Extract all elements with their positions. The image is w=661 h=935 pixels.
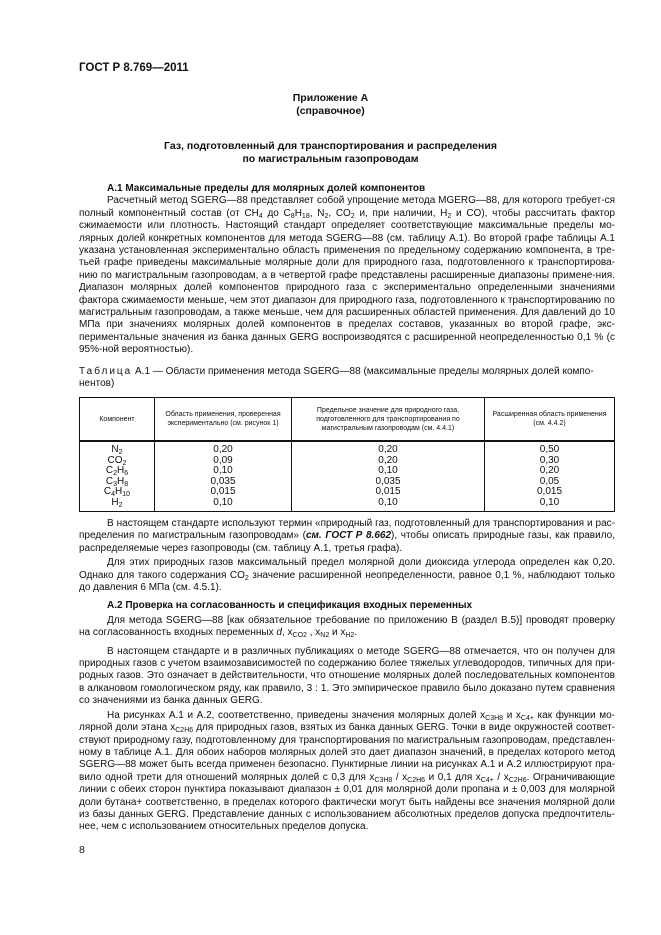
table-cell-extended: 0,50: [485, 441, 615, 456]
section-a1-heading: А.1 Максимальные пределы для молярных долей компонентов: [107, 183, 426, 194]
p1-sub: 2: [324, 212, 329, 220]
table-row: [80, 498, 615, 511]
p1-text-a: Расчетный метод SGERG—88 представляет собой упрощение метода MGERG—88, для которого требует-ся полный компонентный состав (от CH: [79, 195, 615, 219]
section-a2-heading: А.2 Проверка на согласованность и спецификация входных переменных: [107, 600, 473, 612]
p1-text-g: и CO), чтобы рассчитать фактор сжимаемости или плотность. Настоящий стандарт определяет соответствующие максимальные пределы мо-лярных долей конкретных компонентов для метода SGERG—88 (см. таблицу А.1). Во второй графе таблицы А.1 указана установленная экспериментально область применения по предельному содержанию компонента, в тре-тьей графе приведены максимальные молярные доли для природного газа, подготовленного к транспортирова-нию по магистральным газопроводам, а в четвертой графе представлены расширенные диапазоны примене-ния. Диапазон молярных долей компонентов природного газа с экспериментально определенными значениями фактора сжимаемости меньше, чем этот диапазон для природного газа, подготовленного к транспортированию по магистральным газопроводам, а также меньше, чем для расширенных областей применения. Для давлений до 10 МПа при значениях молярных долей компонентов в пределах составов, указанных во второй графе, экс-периментальные значения из банка данных GERG воспроизводятся с расширенной неопределенностью 0,1 % (с 95%-ной вероятностью).: [79, 207, 615, 356]
table-row: [80, 441, 615, 456]
p3-sub: 2: [244, 574, 249, 582]
table-cell-component: $C_2H_6$: [80, 466, 155, 477]
appendix-heading: [0, 92, 661, 118]
p4-text-c: , x: [306, 627, 321, 639]
table-header-limit: Предельное значение для природного газа, подготовленного для транспортирования по магистральным газопроводам (см. 4.4.1): [292, 398, 485, 442]
table-cell-limit: 0,015: [292, 487, 485, 498]
table-cell-limit: 0,035: [292, 477, 485, 488]
p2-text-b: ), чтобы описать природные газы, как правило, распределяемые через газопроводы (см. таблицу А.1, третья графа).: [79, 530, 615, 554]
table-cell-experimental: 0,015: [155, 487, 292, 498]
table-cell-limit: 0,20: [292, 456, 485, 467]
p4-text-b: , x: [281, 627, 293, 639]
p6-sub: C4+: [480, 776, 494, 784]
p6-text: и x: [503, 709, 521, 721]
p6-sub: C3H8: [374, 776, 393, 784]
p6-sub: C4+: [520, 714, 534, 722]
table-cell-component: $H_2$: [80, 498, 155, 511]
p4-text-f: .: [354, 627, 358, 639]
table-cell-limit: 0,10: [292, 466, 485, 477]
table-a1: [79, 397, 615, 512]
table-header-row: [80, 398, 615, 442]
p3-text-b: значение расширенной неопределенности, равное 0,1 %, наблюдают только до давления 6 МПа (см. 4.5.1).: [79, 569, 615, 594]
p3-text-a: Для этих природных газов максимальный предел молярной доли диоксида углерода определен как 0,20. Однако для такого содержания CO: [79, 557, 615, 581]
appendix-title: Приложение А: [292, 92, 369, 104]
table-cell-limit: 0,10: [292, 498, 485, 511]
p1-sub: 8: [290, 212, 295, 220]
p1-text-d: , N: [309, 207, 325, 219]
p2-text-a: В настоящем стандарте используют термин «природный газ, подготовленный для транспортирования и рас-пределения по магистральным газопроводам» (: [79, 518, 615, 542]
paragraph-co2-limit: [79, 557, 615, 594]
p1-sub: 2: [350, 212, 355, 220]
p4-text-a: Для метода SGERG—88 [как обязательное требование по приложению В (раздел В.5)] проводят проверку на согласованность входных переменных: [79, 614, 615, 639]
p1-sub: 18: [301, 212, 310, 220]
p6-sub: C2H6: [508, 776, 527, 784]
paragraph-consistency: [79, 615, 615, 640]
p4-var-d: d: [276, 627, 282, 639]
table-cell-experimental: 0,035: [155, 477, 292, 488]
p1-text-f: и, при наличии, H: [354, 207, 448, 219]
paragraph-term: [79, 518, 615, 555]
table-cell-extended: 0,015: [485, 487, 615, 498]
table-cell-experimental: 0,10: [155, 498, 292, 511]
p6-sub: C2H6: [407, 776, 426, 784]
paragraph-sgerg-description: [79, 195, 615, 356]
table-row: [80, 487, 615, 498]
p4-sub: CO2: [292, 632, 307, 640]
table-cell-experimental: 0,09: [155, 456, 292, 467]
page-number: 8: [79, 844, 85, 856]
table-header-component: Компонент: [80, 398, 155, 442]
table-caption-prefix: Таблица: [79, 366, 133, 377]
p6-text: На рисунках А.1 и А.2, соответственно, приведены значения молярных долей x: [107, 709, 486, 721]
p4-text-e: и x: [329, 627, 346, 639]
paragraph-rule: В настоящем стандарте и в различных публикациях о методе SGERG—88 отмечается, что он получен для природных газов с учетом взаимозависимостей по содержанию более тяжелых углеводородов, типичных для при-родных газов. Это означает в действительности, что отношение молярных долей последовательных компонентов в алкановом гомологическом ряду, как правило, 3 : 1. Это эмпирическое правило было доказано путем сравнения со значениями из банка данных GERG.: [79, 645, 615, 707]
table-header-experimental: Область применения, проверенная экспериментально (см. рисунок 1): [155, 398, 292, 442]
table-cell-experimental: 0,10: [155, 466, 292, 477]
p6-text: для природных газов, взятых из банка данных GERG. Точки в виде окружностей соответ-ствуют природному газу, подготовленному для транспортирования по магистральным газопроводам, представлен-ному в таблице А.1. Для обоих наборов молярных долей это дает диапазон значений, в пределах которого метод SGERG—88 может быть всегда применен безопасно. Пунктирные линии на рисунках А.1 и А.2 иллюстрируют пра-вило одной трети для отношений молярных долей с 0,3 для x: [79, 722, 615, 783]
table-cell-limit: 0,20: [292, 441, 485, 456]
table-cell-extended: 0,10: [485, 498, 615, 511]
table-body: [80, 441, 615, 511]
p4-sub: N2: [320, 632, 330, 640]
section-body-2: [79, 518, 615, 834]
p6-text: / x: [392, 771, 408, 783]
table-cell-component: $CO_2$: [80, 456, 155, 467]
table-row: [80, 466, 615, 477]
p6-text: . Ограничивающие линии с обеих сторон пунктира показывают диапазон ± 0,01 для молярной доли пропана и ± 0,003 для молярной доли бутана+ соответственно, в пределах которого фактически могут быть найдены все значения молярной доли из базы данных GERG. Представление данных с использованием абсолютных пределов допуска предпочтитель-нее, чем с использованием относительных пределов допуска.: [79, 771, 616, 833]
section-a1: [79, 183, 615, 357]
p1-sub: 2: [447, 212, 452, 220]
main-title-line2: по магистральным газопроводам: [242, 153, 419, 165]
p6-text: / x: [493, 771, 509, 783]
p6-sub: C3H8: [485, 714, 504, 722]
table-cell-extended: 0,05: [485, 477, 615, 488]
document-header: ГОСТ Р 8.769—2011: [79, 62, 189, 74]
table-cell-component: $N_2$: [80, 441, 155, 456]
gost-reference: см. ГОСТ Р 8.662: [305, 530, 392, 542]
p4-sub: H2: [345, 632, 355, 640]
table-header-extended: Расширенная область применения (см. 4.4.2): [485, 398, 615, 442]
p1-sub: 4: [258, 212, 263, 220]
p6-text: как функции мо-лярной доли этана x: [79, 709, 615, 734]
p6-text: и 0,1 для x: [425, 771, 481, 783]
table-caption-text: А.1 — Области применения метода SGERG—88 (максимальные пределы молярных долей компо-нентов): [79, 366, 594, 390]
table-cell-component: $C_3H_8$: [80, 477, 155, 488]
table-cell-extended: 0,30: [485, 456, 615, 467]
main-title: [0, 140, 661, 166]
appendix-note: (справочное): [296, 105, 365, 117]
p1-text-b: до C: [262, 207, 291, 219]
p1-text-c: H: [294, 207, 302, 219]
p1-text-e: , CO: [328, 207, 351, 219]
main-title-line1: Газ, подготовленный для транспортирования и распределения: [164, 140, 497, 152]
table-caption: [79, 366, 615, 391]
paragraph-figures: [79, 710, 615, 834]
p6-sub: C2H6: [175, 727, 194, 735]
table-cell-experimental: 0,20: [155, 441, 292, 456]
table-cell-extended: 0,20: [485, 466, 615, 477]
table-cell-component: $C_4H_{10}$: [80, 487, 155, 498]
table-row: [80, 456, 615, 467]
table-row: [80, 477, 615, 488]
